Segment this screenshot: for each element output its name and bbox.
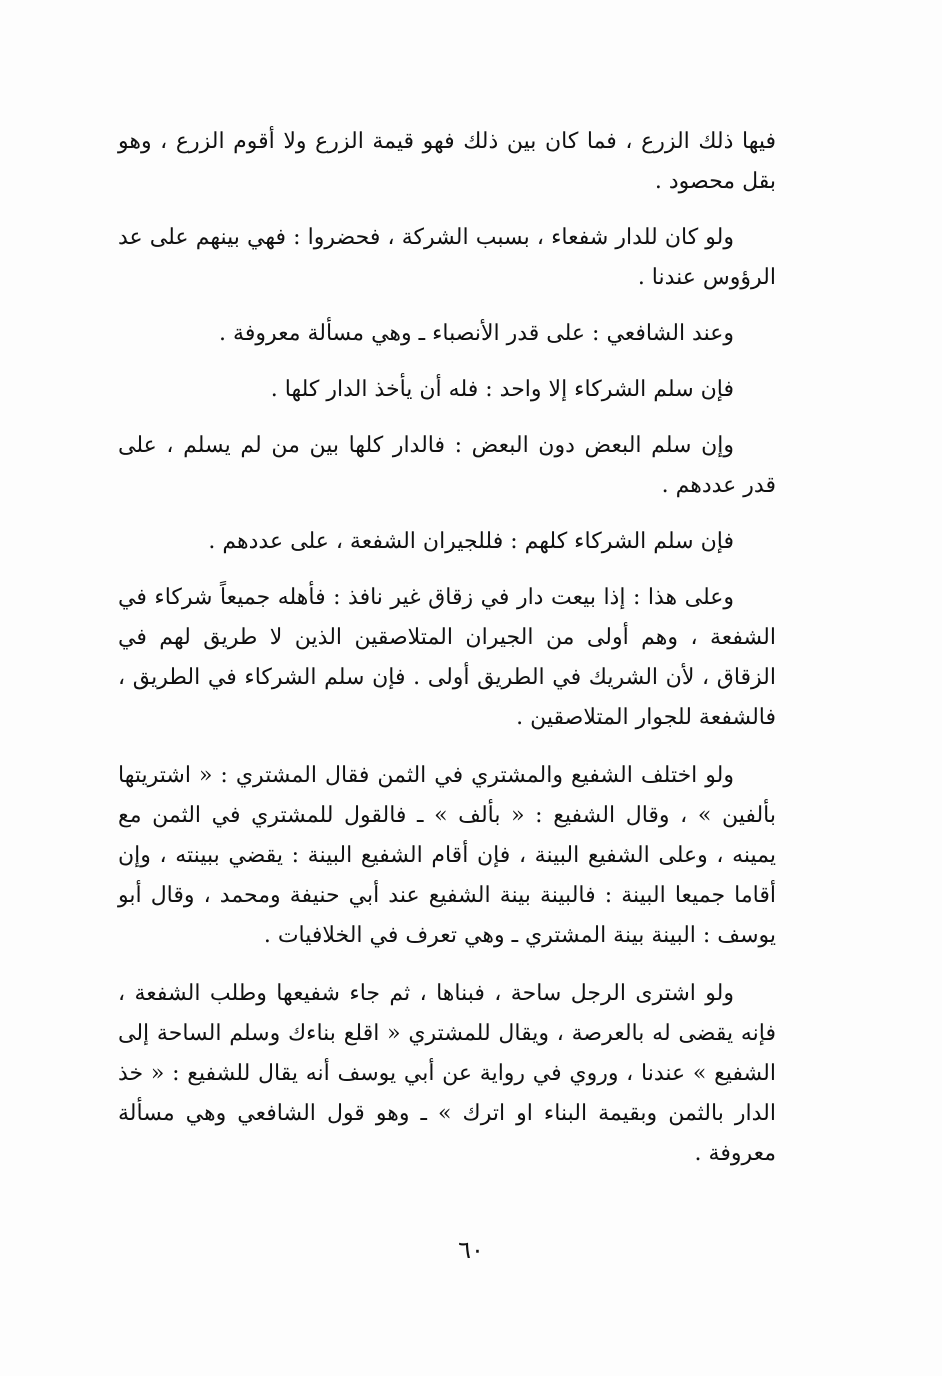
paragraph-5: وإن سلم البعض دون البعض : فالدار كلها بين من لم يسلم ، على قدر عددهم . bbox=[118, 433, 776, 498]
paragraph-9: ولو اشترى الرجل ساحة ، فبناها ، ثم جاء شفيعها وطلب الشفعة ، فإنه يقضى له بالعرصة ، ويقال للمشتري « اقلع بناءك وسلم الساحة إلى الشفيع » عندنا ، وروي في رواية عن أبي يوسف أنه يقال للشفيع : « خذ الدار بالثمن وبقيمة البناء او اترك » ـ وهو قول الشافعي وهي مسألة معروفة . bbox=[118, 981, 776, 1166]
paragraph-7: وعلى هذا : إذا بيعت دار في زقاق غير نافذ : فأهله جميعاً شركاء في الشفعة ، وهم أولى من الجيران المتلاصقين الذين لا طريق لهم في الزقاق ، لأن الشريك في الطريق أولى . فإن سلم الشركاء في الطريق ، فالشفعة للجوار المتلاصقين . bbox=[118, 585, 776, 730]
body-text bbox=[118, 122, 776, 1174]
paragraph-2: ولو كان للدار شفعاء ، بسبب الشركة ، فحضروا : فهي بينهم على عد الرؤوس عندنا . bbox=[118, 225, 776, 290]
paragraph-8: ولو اختلف الشفيع والمشتري في الثمن فقال المشتري : « اشتريتها بألفين » ، وقال الشفيع : « بألف » ـ فالقول للمشتري في الثمن مع يمينه ، وعلى الشفيع البينة ، فإن أقام الشفيع البينة : يقضي ببينته ، وإن أقاما جميعا البينة : فالبينة بينة الشفيع عند أبي حنيفة ومحمد ، وقال أبو يوسف : البينة بينة المشتري ـ وهي تعرف في الخلافيات . bbox=[118, 763, 776, 948]
page-number: ٦٠ bbox=[458, 1236, 484, 1264]
paragraph-1: فيها ذلك الزرع ، فما كان بين ذلك فهو قيمة الزرع ولا أقوم الزرع ، وهو بقل محصود . bbox=[118, 129, 776, 194]
paragraph-6: فإن سلم الشركاء كلهم : فللجيران الشفعة ، على عددهم . bbox=[208, 529, 734, 554]
paragraph-3: وعند الشافعي : على قدر الأنصباء ـ وهي مسألة معروفة . bbox=[219, 321, 734, 346]
paragraph-4: فإن سلم الشركاء إلا واحد : فله أن يأخذ الدار كلها . bbox=[270, 377, 734, 402]
